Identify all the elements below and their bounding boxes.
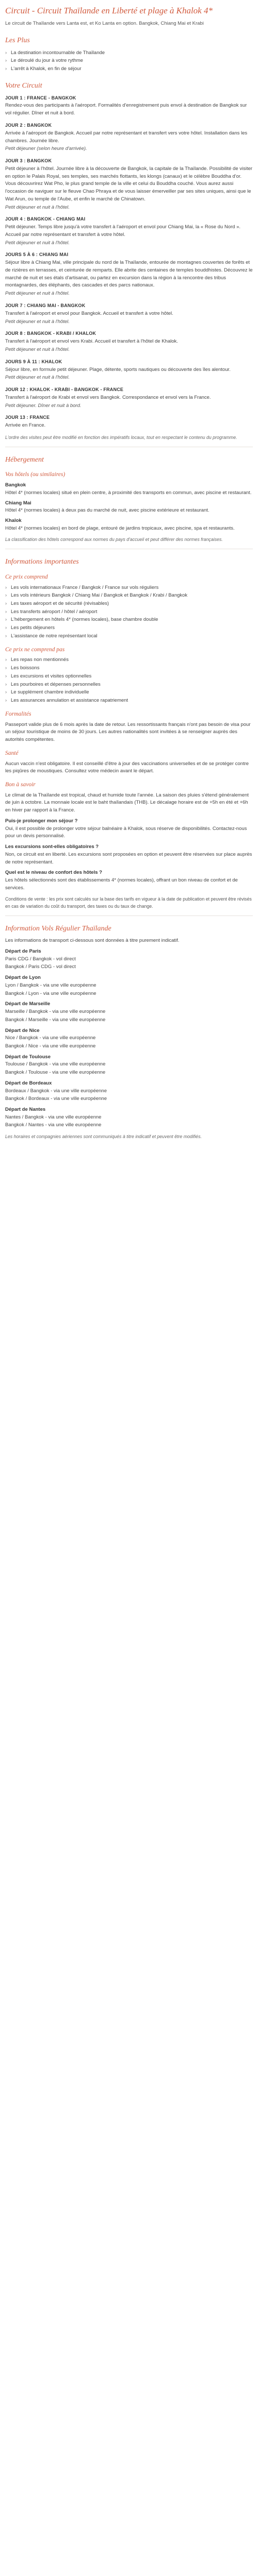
list-item: › Les repas non mentionnés	[5, 656, 253, 664]
flight-line: Bangkok / Nice - via une ville européenne	[5, 1043, 96, 1049]
transport-note: Les horaires et compagnies aériennes sont communiqués à titre indicatif et peuvent être modifiés.	[5, 1134, 202, 1140]
day-text: Arrivée en France.	[5, 422, 46, 429]
list-item: › L'arrêt à Khalok, en fin de séjour	[5, 65, 253, 73]
lead-text: Le circuit de Thaïlande vers Lanta est, et Ko Lanta en option. Bangkok, Chiang Mai et Krabi	[5, 21, 204, 27]
flight-line: Bangkok / Lyon - via une ville européenne	[5, 990, 96, 996]
page-title: Circuit - Circuit Thaïlande en Liberté et plage à Khalok 4*	[5, 6, 213, 15]
conditions-text: Conditions de vente : les prix sont calculés sur la base des tarifs en vigueur à la date de publication et peuvent être révisés en cas de variation du coût du transport, des taxes ou du taux de change.	[5, 896, 252, 909]
day-heading: JOUR 3 : BANGKOK	[5, 158, 52, 163]
flight-item	[5, 1054, 253, 1077]
day-heading: JOUR 12 : KHALOK - KRABI - BANGKOK - FRANCE	[5, 386, 124, 392]
flight-departure: Départ de Nice	[5, 1027, 40, 1033]
formalites-subtitle: Formalités	[5, 710, 31, 717]
itinerary-note: L'ordre des visites peut être modifié en fonction des impératifs locaux, tout en respectant le contenu du programme.	[5, 435, 237, 440]
flight-item	[5, 974, 253, 997]
flight-departure: Départ de Paris	[5, 948, 41, 955]
hotel-item	[5, 500, 253, 515]
flight-departure: Départ de Lyon	[5, 975, 41, 981]
day-heading: JOURS 9 À 11 : KHALOK	[5, 359, 62, 364]
faq-list	[5, 818, 253, 892]
day-text: Rendez-vous des participants à l'aéroport. Formalités d'enregistrement puis envol à destination de Bangkok sur vol régulier. Dîner et nuit à bord.	[5, 103, 247, 116]
itinerary-day	[5, 414, 253, 430]
flight-departure: Départ de Toulouse	[5, 1054, 51, 1060]
list-item: › Les transferts aéroport / hôtel / aéroport	[5, 608, 253, 616]
les-plus-list	[5, 49, 253, 73]
itinerary-day	[5, 158, 253, 211]
bullet-icon: ›	[5, 625, 7, 631]
transport-lead: Les informations de transport ci-dessous sont données à titre purement indicatif.	[5, 938, 180, 944]
day-heading: JOUR 2 : BANGKOK	[5, 122, 52, 128]
bullet-icon: ›	[5, 681, 7, 687]
flight-item	[5, 1080, 253, 1103]
bon-text: Le climat de la Thaïlande est tropical, chaud et humide toute l'année. La saison des pluies s'étend généralement de juin à octobre. La monnaie locale est le baht thaïlandais (THB). Le décalage horaire est de +5h en été et +6h en hiver par rapport à la France.	[5, 792, 249, 814]
list-item: › Le déroulé du jour à votre rythme	[5, 57, 253, 65]
section-title-hebergement: Hébergement	[5, 455, 44, 464]
hotel-desc: Hôtel 4* (normes locales) situé en plein centre, à proximité des transports en commun, avec piscine et restaurant.	[5, 489, 252, 496]
bullet-icon: ›	[5, 633, 7, 639]
flight-line: Nantes / Bangkok - via une ville européenne	[5, 1114, 102, 1120]
hotel-desc: Hôtel 4* (normes locales) en bord de plage, entouré de jardins tropicaux, avec piscine, spa et restaurants.	[5, 525, 235, 531]
hotel-name: Chiang Mai	[5, 500, 31, 506]
flight-line: Paris CDG / Bangkok - vol direct	[5, 956, 76, 962]
list-item: › Les petits déjeuners	[5, 624, 253, 632]
faq-answer: Oui, il est possible de prolonger votre séjour balnéaire à Khalok, sous réserve de disponibilités. Contactez-nous pour un devis personnalisé.	[5, 825, 247, 839]
day-heading: JOUR 8 : BANGKOK - KRABI / KHALOK	[5, 331, 96, 336]
itinerary-day	[5, 216, 253, 247]
hotel-name: Khalok	[5, 518, 22, 523]
flight-line: Bangkok / Bordeaux - via une ville européenne	[5, 1096, 107, 1102]
day-meal: Petit déjeuner et nuit à l'hôtel.	[5, 318, 70, 325]
hotel-item	[5, 517, 253, 532]
day-heading: JOUR 4 : BANGKOK - CHIANG MAI	[5, 216, 86, 222]
day-text: Transfert à l'aéroport et envol vers Krabi. Accueil et transfert à l'hôtel de Khalok.	[5, 338, 178, 345]
itinerary-day	[5, 95, 253, 117]
faq-question: Puis-je prolonger mon séjour ?	[5, 818, 78, 824]
hotel-desc: Hôtel 4* (normes locales) à deux pas du marché de nuit, avec piscine extérieure et restaurant.	[5, 507, 209, 514]
section-title-transport: Information Vols Régulier Thaïlande	[5, 924, 111, 933]
hotels-list	[5, 482, 253, 532]
day-text: Petit déjeuner à l'hôtel. Journée libre à la découverte de Bangkok, la capitale de la Thaïlande. Possibilité de visiter en option le Palais Royal, ses temples, ses marchés flottants, les klongs (canaux) et le célèbre Bouddha d'or. Vous découvrirez Wat Pho, le plus grand temple de la ville et celui du Bouddha couché. Vous aurez aussi l'occasion de naviguer sur le fleuve Chao Phraya et de vous laisser émerveiller par ses sites uniques, ainsi que le Wat Arun, ou temple de l'Aube, et enfin le marché de Chinatown.	[5, 165, 253, 202]
list-item: › Les pourboires et dépenses personnelles	[5, 681, 253, 689]
day-heading: JOUR 1 : FRANCE - BANGKOK	[5, 95, 76, 100]
bullet-icon: ›	[5, 58, 7, 64]
flight-line: Lyon / Bangkok - via une ville européenne	[5, 982, 96, 988]
list-item: › Le supplément chambre individuelle	[5, 689, 253, 697]
day-text: Petit déjeuner. Temps libre jusqu'à votre transfert à l'aéroport et envol pour Chiang Mai, la « Rose du Nord ». Accueil par notre représentant et transfert à votre hôtel.	[5, 224, 241, 238]
flight-item	[5, 948, 253, 971]
excludes-subtitle: Ce prix ne comprend pas	[5, 646, 65, 653]
bullet-icon: ›	[5, 584, 7, 590]
bullet-icon: ›	[5, 698, 7, 703]
day-heading: JOUR 7 : CHIANG MAI - BANGKOK	[5, 302, 86, 308]
flight-departure: Départ de Nantes	[5, 1106, 46, 1112]
day-meal: Petit déjeuner. Dîner et nuit à bord.	[5, 402, 82, 409]
day-meal: Petit déjeuner (selon heure d'arrivée).	[5, 146, 87, 152]
day-text: Arrivée à l'aéroport de Bangkok. Accueil par notre représentant et transfert vers votre hôtel. Installation dans les chambres. Journée libre.	[5, 130, 248, 144]
faq-question: Les excursions sont-elles obligatoires ?	[5, 844, 99, 850]
bullet-icon: ›	[5, 665, 7, 671]
faq-answer: Non, ce circuit est en liberté. Les excursions sont proposées en option et peuvent être réservées sur place auprès de notre représentant.	[5, 851, 252, 865]
page	[0, 0, 258, 1149]
hotels-note: La classification des hôtels correspond aux normes du pays d'accueil et peut différer des normes françaises.	[5, 537, 223, 543]
bullet-icon: ›	[5, 49, 7, 56]
flight-item	[5, 1027, 253, 1050]
itinerary-day	[5, 302, 253, 326]
itinerary-day	[5, 122, 253, 153]
itinerary-days	[5, 95, 253, 430]
faq-question: Quel est le niveau de confort des hôtels ?	[5, 870, 102, 876]
includes-subtitle: Ce prix comprend	[5, 573, 48, 580]
itinerary-day	[5, 251, 253, 298]
flight-line: Marseille / Bangkok - via une ville européenne	[5, 1009, 106, 1015]
flight-line: Bordeaux / Bangkok - via une ville européenne	[5, 1088, 107, 1094]
flight-line: Bangkok / Marseille - via une ville européenne	[5, 1016, 106, 1023]
flight-item	[5, 1001, 253, 1024]
day-heading: JOUR 13 : FRANCE	[5, 415, 50, 420]
day-text: Transfert à l'aéroport et envol pour Bangkok. Accueil et transfert à votre hôtel.	[5, 310, 173, 316]
bullet-icon: ›	[5, 617, 7, 623]
section-title-itinerary: Votre Circuit	[5, 81, 42, 90]
itinerary-day	[5, 386, 253, 410]
hotel-name: Bangkok	[5, 482, 26, 488]
day-meal: Petit déjeuner et nuit à l'hôtel.	[5, 346, 70, 352]
sante-subtitle: Santé	[5, 750, 19, 756]
hotel-item	[5, 482, 253, 497]
includes-list	[5, 584, 253, 640]
list-item: › Les assurances annulation et assistance rapatriement	[5, 697, 253, 705]
day-meal: Petit déjeuner et nuit à l'hôtel.	[5, 291, 70, 297]
list-item: › Les excursions et visites optionnelles	[5, 673, 253, 681]
flight-departure: Départ de Marseille	[5, 1001, 51, 1007]
day-meal: Petit déjeuner et nuit à l'hôtel.	[5, 240, 70, 246]
itinerary-day	[5, 359, 253, 382]
list-item: › L'assistance de notre représentant local	[5, 633, 253, 640]
flight-line: Toulouse / Bangkok - via une ville européenne	[5, 1061, 106, 1067]
bullet-icon: ›	[5, 673, 7, 679]
day-heading: JOURS 5 À 6 : CHIANG MAI	[5, 252, 69, 258]
list-item: › Les taxes aéroport et de sécurité (révisables)	[5, 600, 253, 608]
excludes-list	[5, 656, 253, 704]
day-text: Séjour libre, en formule petit déjeuner. Plage, détente, sports nautiques ou découverte des îles alentour.	[5, 366, 231, 372]
day-meal: Petit déjeuner et nuit à l'hôtel.	[5, 204, 70, 210]
sante-text: Aucun vaccin n'est obligatoire. Il est conseillé d'être à jour des vaccinations universelles et de se protéger contre les piqûres de moustiques. Consultez votre médecin avant le départ.	[5, 760, 249, 774]
section-title-les-plus: Les Plus	[5, 36, 30, 44]
bullet-icon: ›	[5, 608, 7, 615]
flights-list	[5, 948, 253, 1129]
section-title-infos: Informations importantes	[5, 558, 79, 566]
hotels-subtitle: Vos hôtels (ou similaires)	[5, 471, 66, 478]
flight-line: Bangkok / Toulouse - via une ville européenne	[5, 1070, 106, 1076]
list-item: › Les vols internationaux France / Bangkok / France sur vols réguliers	[5, 584, 253, 592]
flight-item	[5, 1106, 253, 1129]
bon-subtitle: Bon à savoir	[5, 781, 36, 788]
bullet-icon: ›	[5, 592, 7, 599]
list-item: › L'hébergement en hôtels 4* (normes locales), base chambre double	[5, 616, 253, 624]
bullet-icon: ›	[5, 601, 7, 606]
formalites-text: Passeport valide plus de 6 mois après la date de retour. Les ressortissants français n'ont pas besoin de visa pour un séjour touristique de moins de 30 jours. Les autres nationalités sont invitées à se renseigner auprès des autorités compétentes.	[5, 721, 251, 742]
day-text: Séjour libre à Chiang Mai, ville principale du nord de la Thaïlande, entourée de montagnes couvertes de forêts et de rizières en terrasses, et ceinturée de remparts. Elle abrite des centaines de temples bouddhistes. Découvrez le marché de nuit et ses étals d'artisanat, ou partez en excursion dans la région à la rencontre des tribus montagnardes, des éléphants, des cascades et des parcs nationaux.	[5, 260, 253, 289]
faq-answer: Les hôtels sélectionnés sont des établissements 4* (normes locales), offrant un bon niveau de confort et de services.	[5, 877, 238, 891]
itinerary-day	[5, 330, 253, 353]
bullet-icon: ›	[5, 689, 7, 696]
day-meal: Petit déjeuner et nuit à l'hôtel.	[5, 375, 70, 381]
bullet-icon: ›	[5, 657, 7, 663]
flight-line: Bangkok / Nantes - via une ville européenne	[5, 1122, 102, 1128]
flight-line: Bangkok / Paris CDG - vol direct	[5, 964, 76, 970]
list-item: › Les boissons	[5, 665, 253, 672]
flight-line: Nice / Bangkok - via une ville européenne	[5, 1035, 96, 1041]
day-text: Transfert à l'aéroport de Krabi et envol vers Bangkok. Correspondance et envol vers la France.	[5, 394, 211, 400]
flight-departure: Départ de Bordeaux	[5, 1080, 52, 1086]
list-item: › La destination incontournable de Thaïlande	[5, 49, 253, 57]
list-item: › Les vols intérieurs Bangkok / Chiang Mai / Bangkok et Bangkok / Krabi / Bangkok	[5, 592, 253, 600]
bullet-icon: ›	[5, 66, 7, 72]
